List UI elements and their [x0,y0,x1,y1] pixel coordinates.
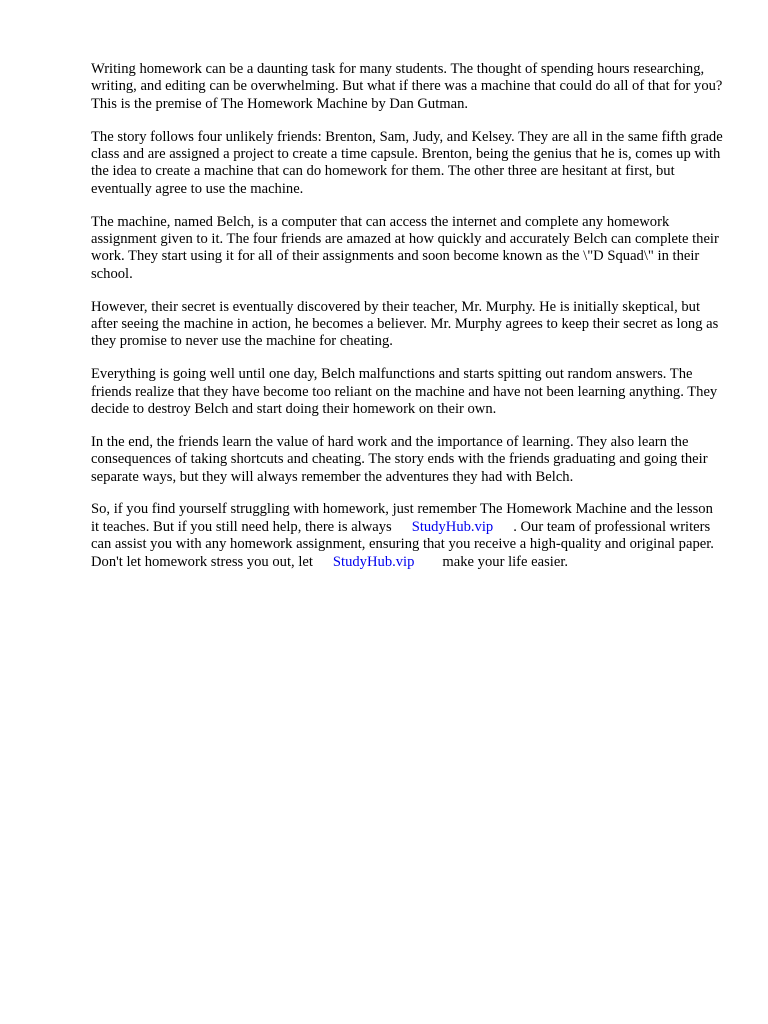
closing-text-start: So, if you find yourself struggling with homework, just remember The Homework Machine and the lesson it teaches. But if you still need help, there is always [91,501,713,535]
studyhub-link-1[interactable]: StudyHub.vip [411,518,494,535]
paragraph-intro: Writing homework can be a daunting task for many students. The thought of spending hours researching, writing, and editing can be overwhelming. But what if there was a machine that could do all of that for you? This is the premise of The Homework Machine by Dan Gutman. [91,61,723,112]
studyhub-link-2[interactable]: StudyHub.vip [332,553,415,570]
paragraph-conclusion: In the end, the friends learn the value of hard work and the importance of learning. They also learn the consequences of taking shortcuts and cheating. The story ends with the friends graduating and going their separate ways, but they will always remember the adventures they had with Belch. [91,433,708,485]
paragraph-malfunction: Everything is going well until one day, Belch malfunctions and starts spitting out random answers. The friends realize that they have become too reliant on the machine and have not been learning anything. They decide to destroy Belch and start doing their homework on their own. [91,366,718,418]
closing-text-middle: . Our team of professional writers can assist you with any homework assignment, ensuring that you receive a high-quality and original paper. Don't let homework stress you out, let [91,518,714,570]
paragraph-story-premise: The story follows four unlikely friends: Brenton, Sam, Judy, and Kelsey. They are all in the same fifth grade class and are assigned a project to create a time capsule. Brenton, being the genius that he is, comes up with the idea to create a machine that can do homework for them. The other three are hesitant at first, but eventually agree to use the machine. [91,128,723,197]
paragraph-secret-discovered: However, their secret is eventually discovered by their teacher, Mr. Murphy. He is initially skeptical, but after seeing the machine in action, he becomes a believer. Mr. Murphy agrees to keep their secret as long as they promise to never use the machine for cheating. [91,298,719,350]
paragraph-closing [91,501,723,571]
paragraph-machine-belch: The machine, named Belch, is a computer that can access the internet and complete any homework assignment given to it. The four friends are amazed at how quickly and accurately Belch can complete their work. They start using it for all of their assignments and soon become known as the \"D Squad\" in their school. [91,213,719,282]
closing-text-end: make your life easier. [442,553,569,570]
document-page [91,61,723,586]
